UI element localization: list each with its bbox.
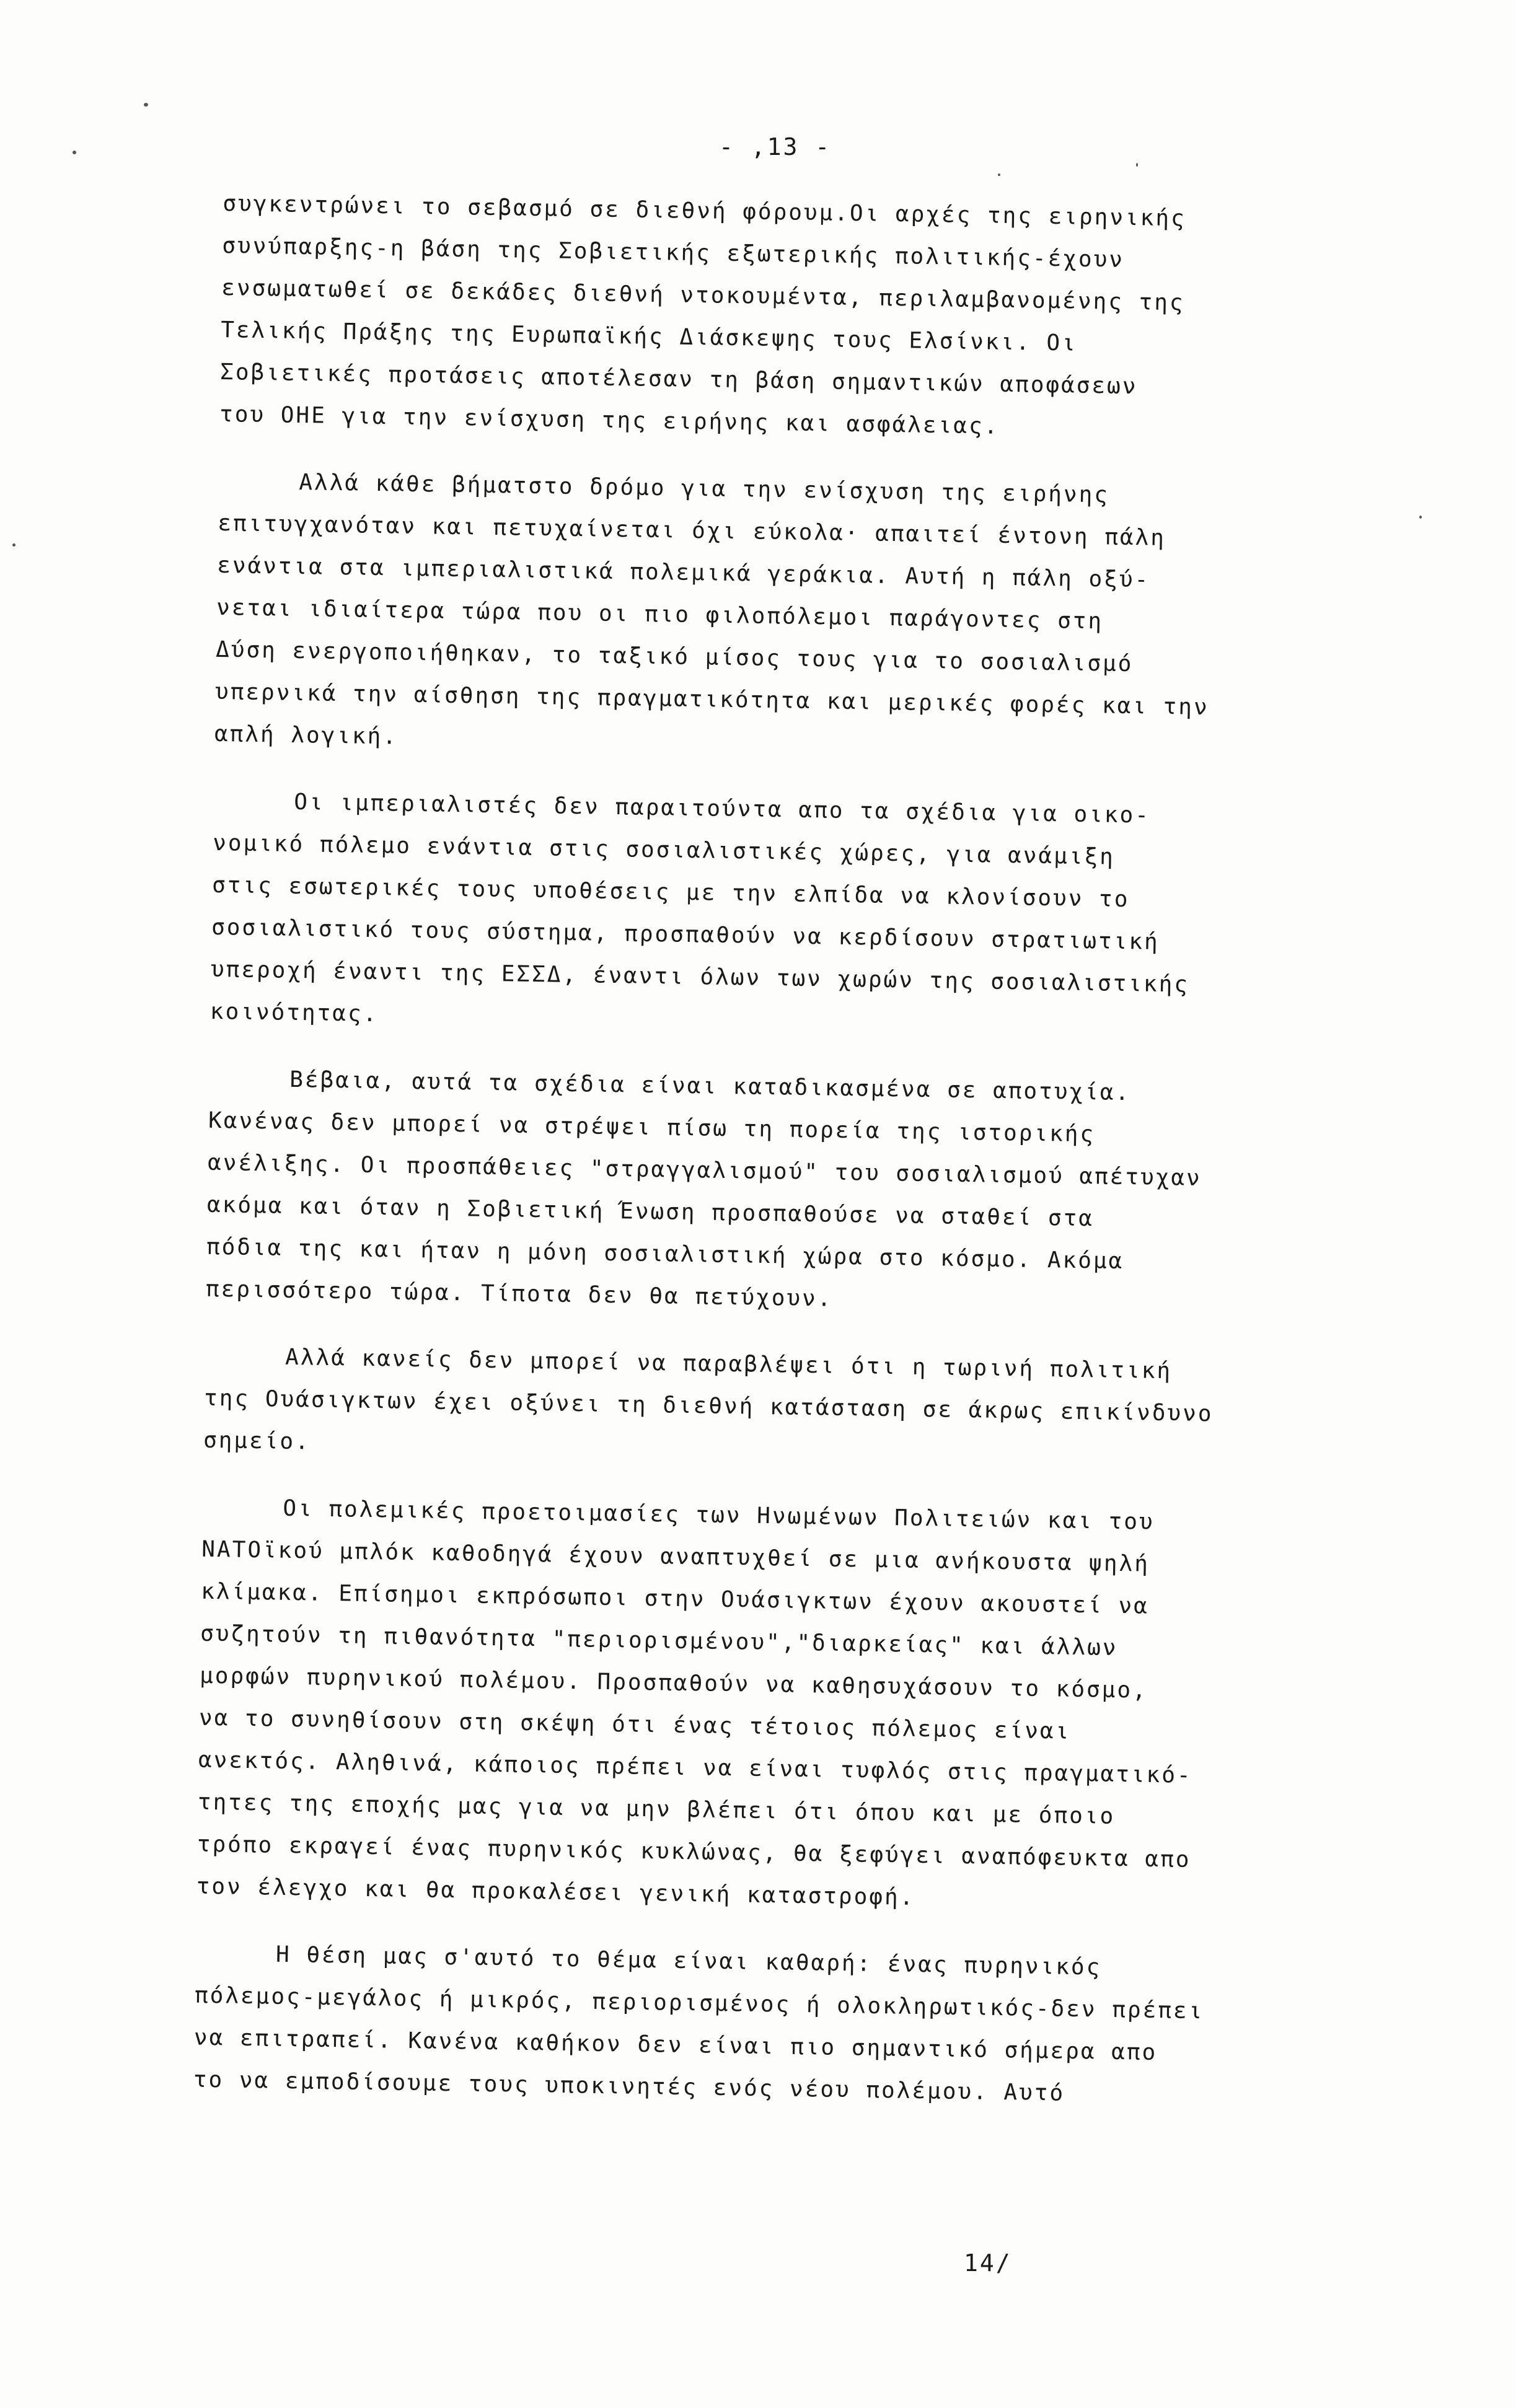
text-line: ΝΑΤΟϊκού μπλόκ καθοδηγά έχουν αναπτυχθεί σε μια ανήκουστα ψηλή bbox=[201, 1536, 1150, 1577]
paragraph bbox=[205, 1058, 1436, 1330]
scan-speck bbox=[1136, 163, 1138, 167]
text-line: να επιτραπεί. Κανένα καθήκον δεν είναι πιο σημαντικό σήμερα απο bbox=[193, 2024, 1158, 2066]
continuation-marker: 14/ bbox=[964, 2249, 1012, 2277]
paragraph bbox=[193, 1933, 1422, 2120]
text-line: συγκεντρώνει το σεβασμό σε διεθνή φόρουμ.Οι αρχές της ειρηνικής bbox=[223, 190, 1187, 232]
paragraph bbox=[214, 460, 1445, 775]
text-line: υπερνικά την αίσθηση της πραγματικότητα και μερικές φορές και την bbox=[214, 679, 1210, 721]
text-line: σοσιαλιστικό τους σύστημα, προσπαθούν να κερδίσουν στρατιωτική bbox=[211, 914, 1160, 955]
text-line: της Ουάσιγκτων έχει οξύνει τη διεθνή κατάσταση σε άκρως επικίνδυνο bbox=[203, 1385, 1214, 1427]
text-line: κοινότητας. bbox=[209, 998, 379, 1027]
paragraph bbox=[196, 1487, 1429, 1927]
text-line: υπεροχή έναντι της ΕΣΣΔ, έναντι όλων των χωρών της σοσιαλιστικής bbox=[210, 956, 1190, 998]
text-line: Σοβιετικές προτάσεις αποτέλεσαν τη βάση σημαντικών αποφάσεων bbox=[219, 359, 1138, 400]
text-line: ενάντια στα ιμπεριαλιστικά πολεμικά γεράκια. Αυτή η πάλη οξύ- bbox=[216, 552, 1150, 593]
text-line: νεται ιδιαίτερα τώρα που οι πιο φιλοπόλεμοι παράγοντες στη bbox=[216, 594, 1104, 635]
scan-speck bbox=[73, 151, 76, 154]
document-body bbox=[193, 183, 1450, 2120]
scan-speck bbox=[12, 543, 15, 547]
scan-speck bbox=[1419, 516, 1422, 519]
text-line: Δύση ενεργοποιήθηκαν, το ταξικό μίσος τους για το σοσιαλισμό bbox=[215, 636, 1134, 677]
text-line: ανέλιξης. Οι προσπάθειες "στραγγαλισμού" του σοσιαλισμού απέτυχαν bbox=[207, 1149, 1202, 1191]
text-line: τρόπο εκραγεί ένας πυρηνικός κυκλώνας, θα ξεφύγει αναπόφευκτα απο bbox=[196, 1831, 1191, 1873]
text-line: Βέβαια, αυτά τα σχέδια είναι καταδικασμένα σε αποτυχία. bbox=[289, 1066, 1131, 1106]
text-line: περισσότερο τώρα. Τίποτα δεν θα πετύχουν. bbox=[205, 1276, 833, 1312]
text-line: ανεκτός. Αληθινά, κάποιος πρέπει να είναι τυφλός στις πραγματικό- bbox=[198, 1747, 1192, 1788]
text-line: Αλλά κανείς δεν μπορεί να παραβλέψει ότι η τωρινή πολιτική bbox=[284, 1344, 1173, 1384]
text-line: τητες της εποχής μας για να μην βλέπει ότι όπου και με όποιο bbox=[197, 1789, 1116, 1829]
scan-speck bbox=[144, 103, 148, 107]
text-line: Αλλά κάθε βήματστο δρόμο για την ενίσχυση της ειρήνης bbox=[299, 469, 1110, 508]
page-number: - ,13 - bbox=[719, 133, 832, 160]
text-line: σημείο. bbox=[203, 1427, 311, 1455]
text-line: Οι πολεμικές προετοιμασίες των Ηνωμένων Πολιτειών και του bbox=[283, 1495, 1155, 1535]
text-line: το να εμποδίσουμε τους υποκινητές ενός νέου πολέμου. Αυτό bbox=[193, 2067, 1065, 2106]
text-line: επιτυγχανόταν και πετυχαίνεται όχι εύκολα· απαιτεί έντονη πάλη bbox=[218, 510, 1166, 551]
text-line: μορφών πυρηνικού πολέμου. Προσπαθούν να καθησυχάσουν το κόσμο, bbox=[199, 1663, 1148, 1703]
text-line: του ΟΗΕ για την ενίσχυση της ειρήνης και ασφάλειας. bbox=[219, 401, 1000, 439]
text-line: ακόμα και όταν η Σοβιετική Ένωση προσπαθούσε να σταθεί στα bbox=[206, 1192, 1095, 1232]
paragraph bbox=[203, 1335, 1432, 1481]
text-line: Οι ιμπεριαλιστές δεν παραιτούντα απο τα σχέδια για οικο- bbox=[293, 789, 1151, 828]
text-line: ενσωματωθεί σε δεκάδες διεθνή ντοκουμέντα, περιλαμβανομένης της bbox=[221, 275, 1185, 316]
text-line: κλίμακα. Επίσημοι εκπρόσωποι στην Ουάσιγκτων έχουν ακουστεί να bbox=[200, 1578, 1150, 1619]
text-line: απλή λογική. bbox=[214, 721, 399, 750]
text-line: συζητούν τη πιθανότητα "περιορισμένου","διαρκείας" και άλλων bbox=[200, 1620, 1118, 1661]
scan-speck bbox=[998, 174, 1000, 176]
paragraph bbox=[209, 780, 1440, 1052]
text-line: Η θέση μας σ'αυτό το θέμα είναι καθαρή: ένας πυρηνικός bbox=[275, 1941, 1102, 1980]
text-line: στις εσωτερικές τους υποθέσεις με την ελπίδα να κλονίσουν το bbox=[211, 872, 1130, 913]
text-line: πόλεμος-μεγάλος ή μικρός, περιορισμένος ή ολοκληρωτικός-δεν πρέπει bbox=[194, 1982, 1204, 2024]
text-line: νομικό πόλεμο ενάντια στις σοσιαλιστικές χώρες, για ανάμιξη bbox=[212, 830, 1116, 870]
text-line: συνύπαρξης-η βάση της Σοβιετικής εξωτερικής πολιτικής-έχουν bbox=[222, 232, 1125, 273]
text-line: πόδια της και ήταν η μόνη σοσιαλιστική χώρα στο κόσμο. Ακόμα bbox=[206, 1234, 1124, 1275]
text-line: τον έλεγχο και θα προκαλέσει γενική καταστροφή. bbox=[196, 1873, 915, 1910]
text-line: να το συνηθίσουν στη σκέψη ότι ένας τέτοιος πόλεμος είναι bbox=[198, 1705, 1071, 1744]
paragraph bbox=[219, 183, 1450, 455]
text-line: Κανένας δεν μπορεί να στρέψει πίσω τη πορεία της ιστορικής bbox=[208, 1107, 1096, 1148]
text-line: Τελικής Πράξης της Ευρωπαϊκής Διάσκεψης τους Ελσίνκι. Οι bbox=[220, 317, 1078, 356]
